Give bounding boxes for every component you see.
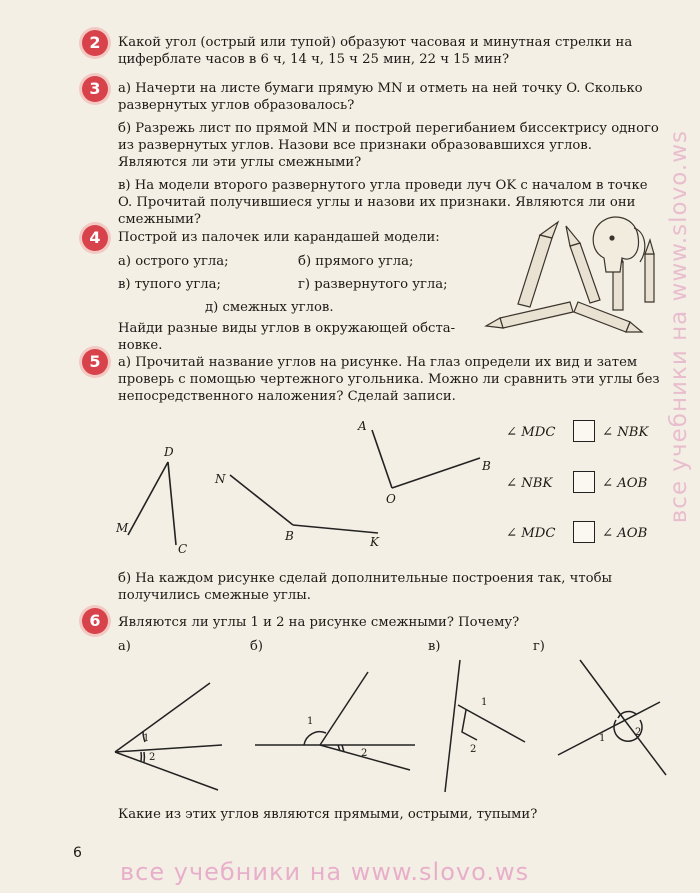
label-b2: B [482,459,491,473]
task4-item-a: а) острого угла; [118,254,229,269]
fig-label-v: в) [428,639,441,654]
fig-a-angle2: 2 [149,752,156,763]
compare1-left: ∠ MDC [506,425,556,440]
label-o: O [386,492,396,506]
task3-b-line3: Являются ли эти углы смежными? [118,155,362,170]
compare2-left: ∠ NBK [506,476,553,491]
fig-b-angle1: 1 [307,716,314,727]
task3-b-line2: из развернутых углов. Назови все признаки образовавшихся углов. [118,138,592,153]
fig-a-angle1: 1 [143,733,150,744]
task5-a-line2: проверь с помощью чертежного угольника. Можно ли сравнить эти углы без [118,372,660,387]
fig-g-angle2: 2 [635,727,642,738]
fig-v-angle2: 2 [470,744,477,755]
label-a: A [358,419,367,433]
task-number-3: 3 [82,76,108,102]
fig-label-b: б) [250,639,263,654]
compare2-right: ∠ AOB [602,476,648,491]
task4-intro: Построй из палочек или карандашей модели: [118,230,440,245]
fig-b-angle2: 2 [361,748,368,759]
fig-label-g: г) [533,639,545,654]
fig-g-angle1: 1 [599,733,606,744]
task3-c-line2: O. Прочитай получившиеся углы и назови их признаки. Являются ли они [118,195,636,210]
task4-item-e: д) смежных углов. [205,300,334,315]
task4-find-line1: Найди разные виды углов в окружающей обста- [118,321,456,336]
fig-label-a: а) [118,639,131,654]
task-number-4: 4 [82,225,108,251]
task3-a-line1: а) Начерти на листе бумаги прямую MN и отметь на ней точку O. Сколько [118,81,643,96]
compare3-left: ∠ MDC [506,526,556,541]
task6-final-question: Какие из этих углов являются прямыми, острыми, тупыми? [118,807,538,822]
task3-c-line1: в) На модели второго развернутого угла проведи луч OK с началом в точке [118,178,648,193]
task4-item-d: г) развернутого угла; [298,277,448,292]
compare1-right: ∠ NBK [602,425,649,440]
fig-v-angle1: 1 [481,697,488,708]
label-m: M [116,521,129,535]
compare3-right: ∠ AOB [602,526,648,541]
task-number-6: 6 [82,608,108,634]
task3-b-line1: б) Разрежь лист по прямой MN и построй перегибанием биссектрису одного [118,121,659,136]
task5-a-line1: а) Прочитай название углов на рисунке. На глаз определи их вид и затем [118,355,638,370]
task3-c-line3: смежными? [118,212,201,227]
task5-a-line3: непосредственного наложения? Сделай записи. [118,389,456,404]
task-number-5: 5 [82,349,108,375]
label-d: D [164,445,174,459]
page-number: 6 [73,845,82,861]
side-watermark: все учебники на www.slovo.ws [666,130,692,524]
task3-a-line2: развернутых углов образовалось? [118,98,355,113]
task6-question: Являются ли углы 1 и 2 на рисунке смежными? Почему? [118,615,520,630]
label-n: N [215,472,226,486]
task4-item-b: б) прямого угла; [298,254,414,269]
task5-b-line1: б) На каждом рисунке сделай дополнительные построения так, чтобы [118,571,613,586]
task-number-2: 2 [82,30,108,56]
task4-find-line2: новке. [118,338,163,353]
task2-line2: циферблате часов в 6 ч, 14 ч, 15 ч 25 мин, 22 ч 15 мин? [118,52,510,67]
label-c: C [178,542,188,556]
label-k: K [370,535,379,549]
task2-line1: Какой угол (острый или тупой) образуют часовая и минутная стрелки на [118,35,633,50]
task4-item-c: в) тупого угла; [118,277,221,292]
label-b: B [285,529,294,543]
task5-b-line2: получились смежные углы. [118,588,311,603]
bottom-watermark: все учебники на www.slovo.ws [120,858,530,886]
